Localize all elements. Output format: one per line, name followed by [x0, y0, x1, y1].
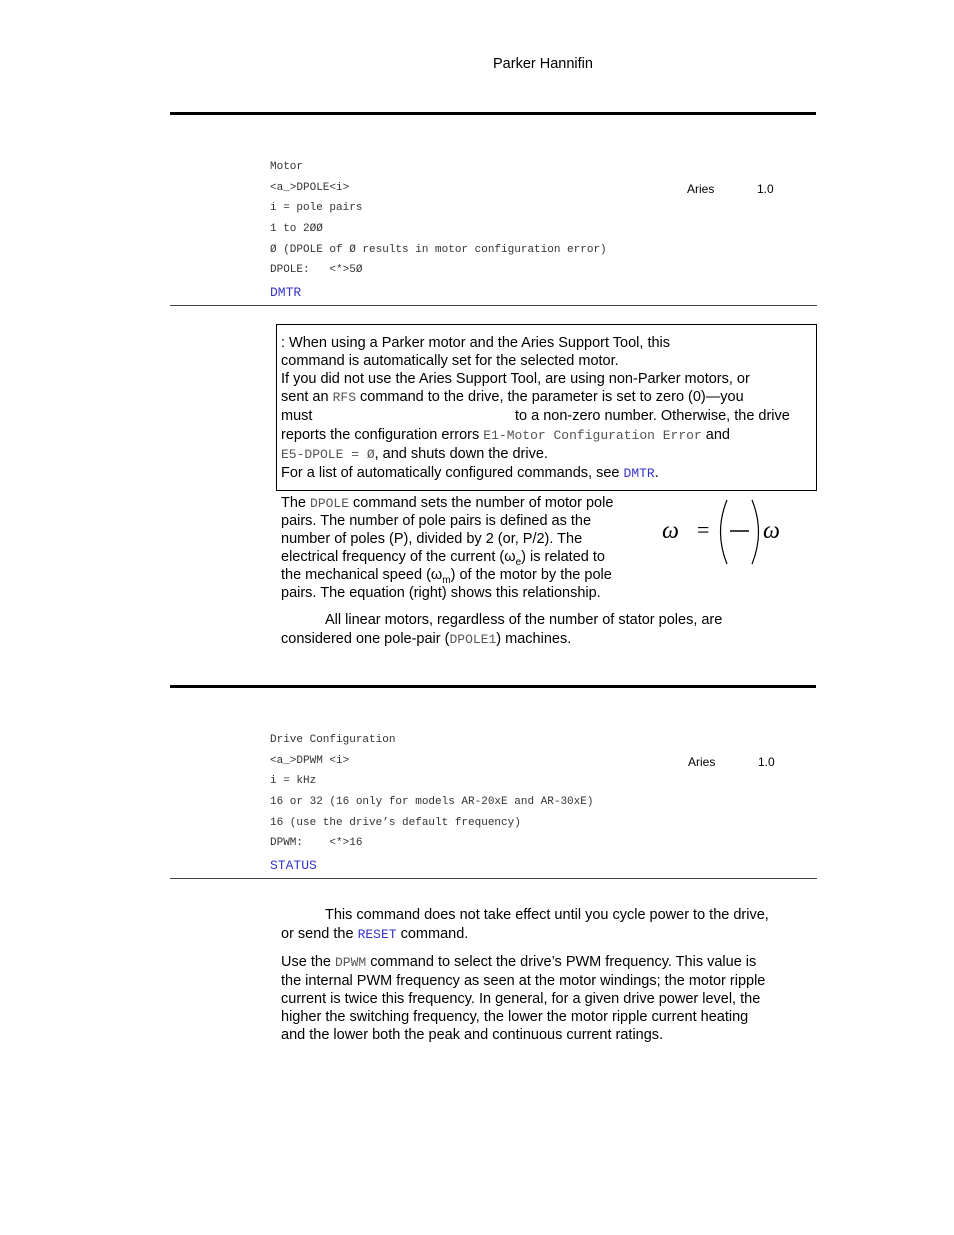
note-text: .: [654, 465, 659, 481]
dpole-response: [270, 264, 362, 276]
dmtr-link[interactable]: DMTR: [623, 466, 655, 481]
note-box: [276, 324, 817, 491]
section-rule-top: [170, 685, 816, 688]
dpole-syntax: <a_>DPOLE<i>: [270, 182, 350, 194]
reset-link[interactable]: RESET: [357, 927, 397, 942]
left-paren: [721, 500, 728, 564]
desc-line: pairs. The number of pole pairs is defined as the: [281, 513, 592, 529]
note-text: reports the configuration errors: [281, 427, 484, 443]
note-line: [281, 426, 730, 445]
desc-line: [281, 494, 613, 513]
dpwm-desc-line: [281, 953, 756, 972]
note-line: [281, 445, 548, 464]
dpwm-note-line: [281, 925, 468, 944]
dpwm-see-also-link[interactable]: STATUS: [270, 858, 317, 873]
note-text: command to the drive, the parameter is set to zero (0)—you: [356, 389, 744, 405]
subscript-e: e: [515, 556, 522, 568]
dpwm-default: 16 (use the drive’s default frequency): [270, 817, 521, 829]
right-paren: [752, 500, 759, 564]
omega-e: ω: [662, 518, 679, 544]
error-code-e1: E1-Motor Configuration Error: [483, 428, 702, 443]
desc-text: electrical frequency of the current (ω: [281, 549, 516, 565]
dpole1-code: DPOLE1: [449, 632, 497, 647]
desc-text: command sets the number of motor pole: [349, 495, 614, 511]
linear-note-line: [281, 630, 571, 649]
dpwm-text: command to select the drive’s PWM frequency. This value is: [366, 954, 757, 970]
header-company: Parker Hannifin: [493, 56, 593, 72]
note-line: must: [281, 408, 313, 424]
dpwm-code: DPWM: [335, 955, 367, 970]
dpwm-text: Use the: [281, 954, 335, 970]
dpole-default: Ø (DPOLE of Ø results in motor configuration error): [270, 244, 607, 256]
dpwm-desc-line: current is twice this frequency. In general, for a given drive power level, the: [281, 991, 761, 1007]
pole-pair-equation: [660, 497, 790, 567]
note-line: : When using a Parker motor and the Aries Support Tool, this: [281, 335, 671, 351]
dpole-code: DPOLE: [310, 496, 350, 511]
section-rule-top: [170, 112, 816, 115]
omega-m: ω: [763, 518, 780, 544]
subscript-m: m: [442, 574, 451, 586]
note-line: [281, 464, 659, 483]
desc-line: number of poles (P), divided by 2 (or, P/2). The: [281, 531, 583, 547]
rfs-code: RFS: [332, 390, 356, 405]
dpwm-range: 16 or 32 (16 only for models AR-20xE and AR-30xE): [270, 796, 594, 808]
desc-text: The: [281, 495, 311, 511]
note-line: If you did not use the Aries Support Tool, are using non-Parker motors, or: [281, 371, 750, 387]
note-line: [281, 388, 744, 407]
dpwm-note-line: This command does not take effect until you cycle power to the drive,: [325, 907, 769, 923]
dpwm-syntax: <a_>DPWM <i>: [270, 755, 350, 767]
note-text: For a list of automatically configured commands, see: [281, 465, 624, 481]
dpwm-text: or send the: [281, 926, 358, 942]
section-rule-thin: [170, 878, 817, 879]
dpole-response-label: DPOLE:: [270, 264, 310, 276]
note-text: and: [701, 427, 730, 443]
note-text: sent an: [281, 389, 333, 405]
dpwm-type: Drive Configuration: [270, 734, 396, 746]
desc-text: considered one pole-pair (: [281, 631, 450, 647]
dpwm-rev: 1.0: [758, 755, 775, 769]
dpole-see-also-link[interactable]: DMTR: [270, 285, 302, 300]
section-rule-thin: [170, 305, 817, 306]
dpole-rev: 1.0: [757, 182, 774, 196]
dpole-range: 1 to 2ØØ: [270, 223, 323, 235]
desc-text: ) is related to: [521, 549, 605, 565]
note-line: command is automatically set for the selected motor.: [281, 353, 619, 369]
dpwm-desc-line: and the lower both the peak and continuous current ratings.: [281, 1027, 664, 1043]
dpwm-desc-line: higher the switching frequency, the lower the motor ripple current heating: [281, 1009, 749, 1025]
dpwm-response-label: DPWM:: [270, 837, 304, 849]
dpwm-product: Aries: [688, 755, 716, 769]
dpwm-desc-line: the internal PWM frequency as seen at the motor windings; the motor ripple: [281, 973, 766, 989]
dpwm-units: i = kHz: [270, 775, 317, 787]
error-code-e5: E5-DPOLE = Ø: [281, 447, 375, 462]
note-line: to a non-zero number. Otherwise, the drive: [515, 408, 790, 424]
dpole-units: i = pole pairs: [270, 202, 363, 214]
dpwm-text: command.: [396, 926, 469, 942]
desc-text: the mechanical speed (ω: [281, 567, 443, 583]
equals-sign: =: [697, 517, 710, 542]
dpwm-response-value: <*>16: [329, 837, 363, 849]
dpole-response-value: <*>5Ø: [329, 264, 363, 276]
desc-text: ) machines.: [496, 631, 572, 647]
desc-text: ) of the motor by the pole: [450, 567, 612, 583]
desc-line: pairs. The equation (right) shows this relationship.: [281, 585, 601, 601]
dpwm-response: [270, 837, 362, 849]
linear-note-line: All linear motors, regardless of the number of stator poles, are: [325, 612, 723, 628]
dpole-product: Aries: [687, 182, 715, 196]
note-text: , and shuts down the drive.: [374, 446, 548, 462]
dpole-type: Motor: [270, 161, 304, 173]
